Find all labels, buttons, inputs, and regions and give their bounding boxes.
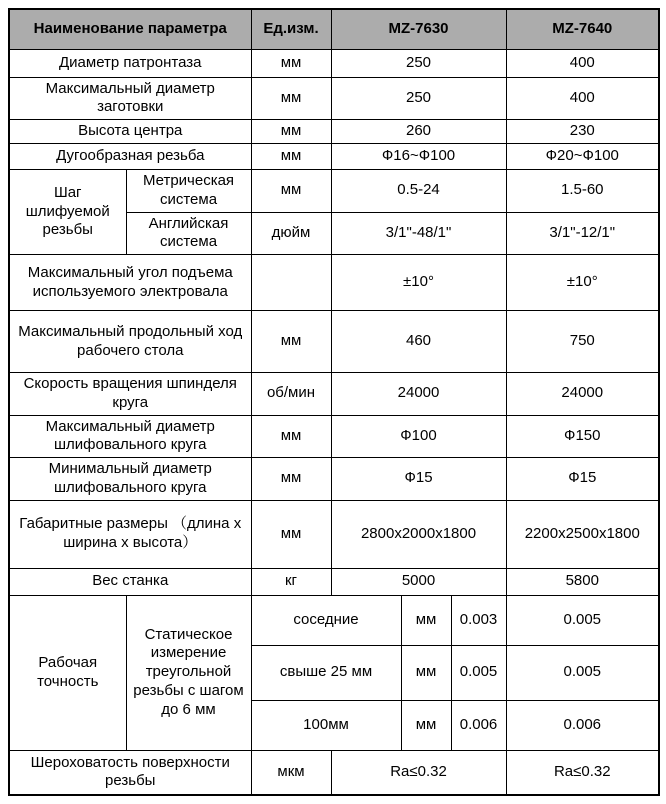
unit-cell: мм bbox=[251, 77, 331, 120]
value-mz7640: 1.5-60 bbox=[506, 170, 659, 213]
row-surface-roughness bbox=[9, 750, 659, 795]
value-mz7630: 5000 bbox=[331, 568, 506, 595]
value-mz7640: 230 bbox=[506, 120, 659, 144]
unit-cell bbox=[251, 255, 331, 311]
header-unit: Ед.изм. bbox=[251, 9, 331, 49]
row-max-workpiece-diameter bbox=[9, 77, 659, 120]
header-model-mz7640: MZ-7640 bbox=[506, 9, 659, 49]
row-thread-pitch-metric bbox=[9, 170, 659, 213]
value-mz7630: 2800x2000x1800 bbox=[331, 500, 506, 568]
value-mz7630: Ф100 bbox=[331, 415, 506, 458]
value-mz7640: 400 bbox=[506, 49, 659, 77]
value-mz7640: ±10° bbox=[506, 255, 659, 311]
value-mz7630: 0.006 bbox=[451, 700, 506, 750]
param-name: Максимальный продольный ход рабочего стола bbox=[9, 311, 251, 373]
subparam-english-system: Английская система bbox=[126, 212, 251, 255]
accuracy-condition: соседние bbox=[251, 595, 401, 645]
unit-cell: кг bbox=[251, 568, 331, 595]
param-name: Скорость вращения шпинделя круга bbox=[9, 373, 251, 416]
value-mz7640: Ф150 bbox=[506, 415, 659, 458]
param-name: Диаметр патронтаза bbox=[9, 49, 251, 77]
param-name: Габаритные размеры （длина x ширина x высота） bbox=[9, 500, 251, 568]
value-mz7640: 2200x2500x1800 bbox=[506, 500, 659, 568]
unit-cell: мм bbox=[251, 144, 331, 170]
param-name: Максимальный диаметр шлифовального круга bbox=[9, 415, 251, 458]
row-accuracy-adjacent bbox=[9, 595, 659, 645]
value-mz7630: 250 bbox=[331, 77, 506, 120]
unit-cell: мм bbox=[251, 49, 331, 77]
value-mz7640: 3/1"-12/1" bbox=[506, 212, 659, 255]
value-mz7640: Ra≤0.32 bbox=[506, 750, 659, 795]
unit-cell: мм bbox=[401, 700, 451, 750]
row-machine-weight bbox=[9, 568, 659, 595]
unit-cell: дюйм bbox=[251, 212, 331, 255]
accuracy-method: Статическое измерение треугольной резьбы с шагом до 6 мм bbox=[126, 595, 251, 750]
unit-cell: мкм bbox=[251, 750, 331, 795]
subparam-metric-system: Метрическая система bbox=[126, 170, 251, 213]
row-dimensions bbox=[9, 500, 659, 568]
unit-cell: мм bbox=[251, 170, 331, 213]
spec-table bbox=[8, 8, 660, 796]
value-mz7630: Ф15 bbox=[331, 458, 506, 501]
value-mz7640: 5800 bbox=[506, 568, 659, 595]
unit-cell: мм bbox=[251, 415, 331, 458]
table-header-row bbox=[9, 9, 659, 49]
value-mz7630: 460 bbox=[331, 311, 506, 373]
param-name-thread-pitch: Шаг шлифуемой резьбы bbox=[9, 170, 126, 255]
value-mz7640: 0.006 bbox=[506, 700, 659, 750]
param-name: Минимальный диаметр шлифовального круга bbox=[9, 458, 251, 501]
value-mz7630: 0.005 bbox=[451, 645, 506, 700]
value-mz7630: 250 bbox=[331, 49, 506, 77]
row-chuck-diameter bbox=[9, 49, 659, 77]
unit-cell: мм bbox=[251, 120, 331, 144]
header-param: Наименование параметра bbox=[9, 9, 251, 49]
value-mz7640: Ф20~Ф100 bbox=[506, 144, 659, 170]
unit-cell: мм bbox=[251, 311, 331, 373]
value-mz7640: 400 bbox=[506, 77, 659, 120]
param-name-working-accuracy: Рабочая точность bbox=[9, 595, 126, 750]
value-mz7630: 0.5-24 bbox=[331, 170, 506, 213]
value-mz7640: 750 bbox=[506, 311, 659, 373]
param-name: Шероховатость поверхности резьбы bbox=[9, 750, 251, 795]
value-mz7630: 0.003 bbox=[451, 595, 506, 645]
row-min-wheel-diameter bbox=[9, 458, 659, 501]
param-name: Максимальный угол подъема используемого электровала bbox=[9, 255, 251, 311]
value-mz7630: Ф16~Ф100 bbox=[331, 144, 506, 170]
param-name: Вес станка bbox=[9, 568, 251, 595]
unit-cell: мм bbox=[401, 595, 451, 645]
row-spindle-speed bbox=[9, 373, 659, 416]
unit-cell: мм bbox=[251, 500, 331, 568]
value-mz7630: 3/1"-48/1" bbox=[331, 212, 506, 255]
row-max-helix-angle bbox=[9, 255, 659, 311]
value-mz7630: 260 bbox=[331, 120, 506, 144]
row-max-table-travel bbox=[9, 311, 659, 373]
value-mz7640: 0.005 bbox=[506, 645, 659, 700]
unit-cell: мм bbox=[251, 458, 331, 501]
row-center-height bbox=[9, 120, 659, 144]
unit-cell: мм bbox=[401, 645, 451, 700]
row-arc-thread bbox=[9, 144, 659, 170]
param-name: Дугообразная резьба bbox=[9, 144, 251, 170]
accuracy-condition: 100мм bbox=[251, 700, 401, 750]
value-mz7640: Ф15 bbox=[506, 458, 659, 501]
param-name: Высота центра bbox=[9, 120, 251, 144]
value-mz7630: Ra≤0.32 bbox=[331, 750, 506, 795]
value-mz7640: 24000 bbox=[506, 373, 659, 416]
value-mz7630: ±10° bbox=[331, 255, 506, 311]
row-max-wheel-diameter bbox=[9, 415, 659, 458]
value-mz7640: 0.005 bbox=[506, 595, 659, 645]
unit-cell: об/мин bbox=[251, 373, 331, 416]
value-mz7630: 24000 bbox=[331, 373, 506, 416]
accuracy-condition: свыше 25 мм bbox=[251, 645, 401, 700]
param-name: Максимальный диаметр заготовки bbox=[9, 77, 251, 120]
header-model-mz7630: MZ-7630 bbox=[331, 9, 506, 49]
